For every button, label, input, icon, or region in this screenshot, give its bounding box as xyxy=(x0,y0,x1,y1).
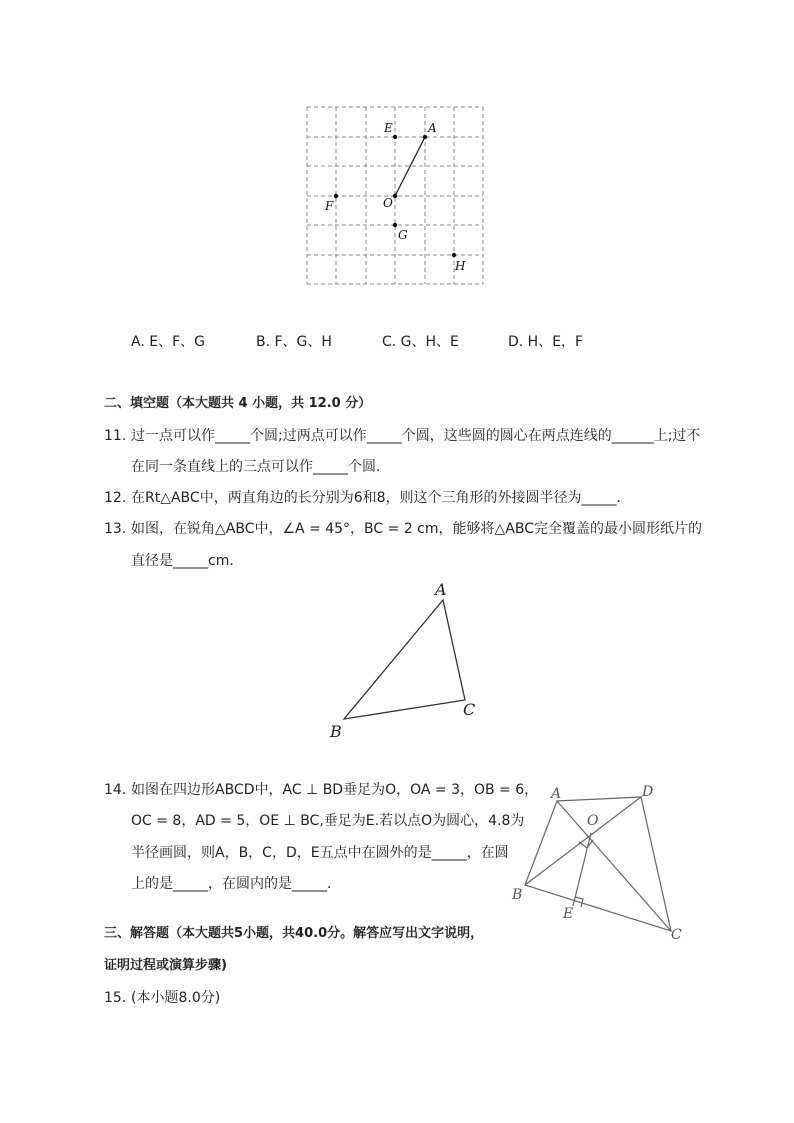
section3-header-line2: 证明过程或演算步骤) xyxy=(104,958,227,973)
q14-number: 14. xyxy=(104,782,127,798)
label-h: H xyxy=(455,259,466,273)
quadrilateral-figure xyxy=(505,780,695,945)
option-d: D. H、E，F xyxy=(508,334,584,350)
q11-line1: 过一点可以作_____个圆;过两点可以作_____个圆，这些圆的圆心在两点连线的______上;过不 xyxy=(131,428,701,444)
q12-line1: 在Rt△ABC中，两直角边的长分别为6和8，则这个三角形的外接圆半径为_____． xyxy=(131,490,631,506)
q14-line3: 半径画圆，则A，B，C，D，E五点中在圆外的是_____，在圆 xyxy=(131,845,509,861)
q15-number: 15. xyxy=(104,990,127,1006)
option-c: C. G、H、E xyxy=(382,334,459,350)
quad-label-c: C xyxy=(671,927,682,943)
triangle-label-c: C xyxy=(463,700,476,719)
triangle-figure xyxy=(320,575,490,745)
q14-line4: 上的是_____，在圆内的是_____． xyxy=(131,876,341,892)
label-g: G xyxy=(398,228,408,242)
quad-label-e: E xyxy=(563,906,574,922)
triangle-abc xyxy=(344,600,465,719)
q13-line1: 如图，在锐角△ABC中，∠A = 45°，BC = 2 cm，能够将△ABC完全覆盖的最小圆形纸片的 xyxy=(131,521,702,537)
quad-label-o: O xyxy=(587,813,599,829)
label-a: A xyxy=(428,121,437,135)
point-e xyxy=(393,135,397,139)
section3-header-line1: 三、解答题（本大题共5小题，共40.0分。解答应写出文字说明， xyxy=(104,926,484,941)
point-a xyxy=(423,135,427,139)
point-g xyxy=(393,223,397,227)
point-h xyxy=(452,253,456,257)
q11-number: 11. xyxy=(104,428,127,444)
q12-number: 12. xyxy=(104,490,127,506)
q14-line1: 如图在四边形ABCD中，AC ⊥ BD垂足为O，OA = 3，OB = 6， xyxy=(131,782,539,798)
label-f: F xyxy=(325,199,334,213)
option-a: A. E、F、G xyxy=(131,334,205,350)
option-b: B. F、G、H xyxy=(256,334,332,350)
section2-header: 二、填空题（本大题共 4 小题，共 12.0 分） xyxy=(104,396,372,411)
q14-line2: OC = 8，AD = 5，OE ⊥ BC,垂足为E.若以点O为圆心，4.8为 xyxy=(131,813,525,829)
point-o xyxy=(393,194,397,198)
quad-label-a: A xyxy=(551,786,562,802)
q11-line2: 在同一条直线上的三点可以作_____个圆． xyxy=(131,459,390,475)
triangle-label-a: A xyxy=(435,580,447,599)
quad-label-b: B xyxy=(512,887,523,903)
q13-number: 13. xyxy=(104,521,127,537)
diagonal-ac xyxy=(557,801,671,931)
grid-figure xyxy=(300,100,490,290)
q13-line2: 直径是_____cm． xyxy=(131,553,244,569)
triangle-label-b: B xyxy=(330,722,342,741)
label-o: O xyxy=(383,196,393,210)
quad-label-d: D xyxy=(642,784,654,800)
label-e: E xyxy=(384,121,393,135)
right-angle-o xyxy=(579,840,593,848)
point-f xyxy=(334,194,338,198)
q15-line1: (本小题8.0分) xyxy=(131,990,221,1006)
